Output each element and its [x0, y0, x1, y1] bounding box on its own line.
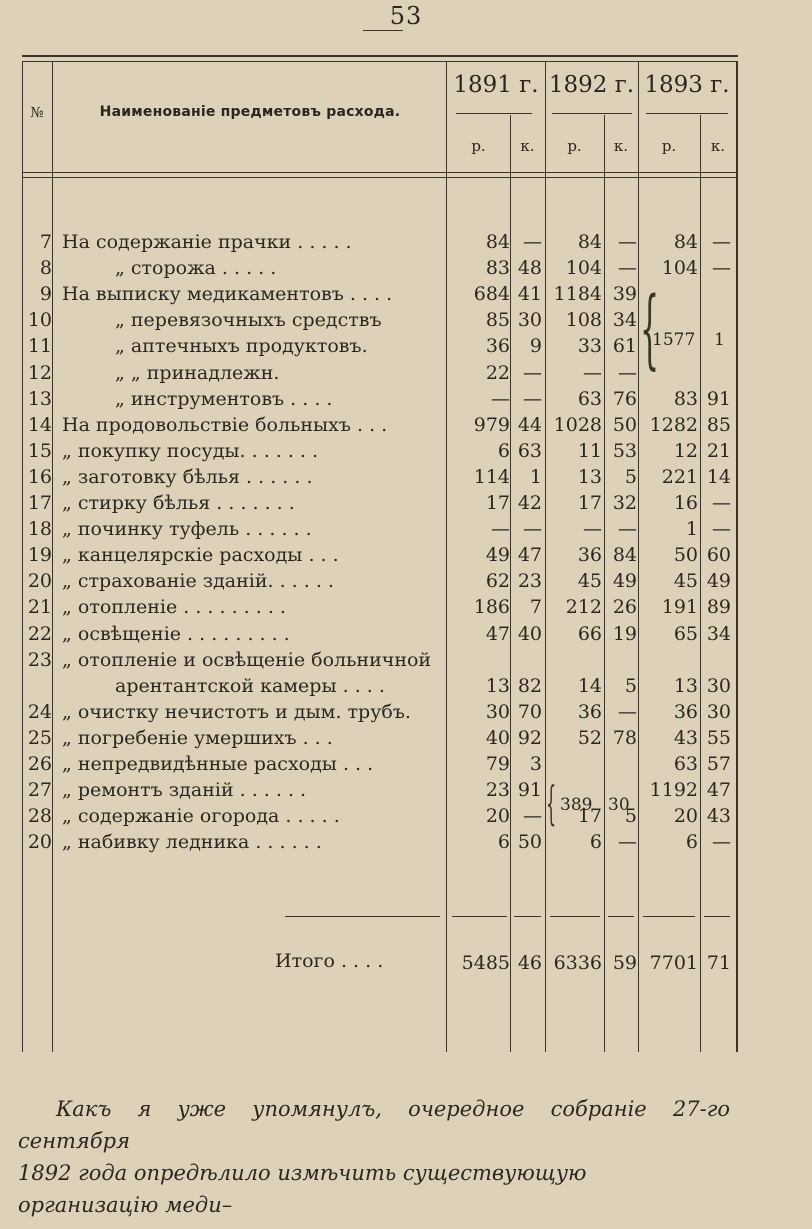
row-amount-r1893: 191	[661, 596, 698, 618]
header-kop: к.	[520, 137, 535, 155]
row-amount-k1891: 91	[517, 779, 542, 801]
header-rub: р.	[567, 137, 582, 155]
table-row	[0, 281, 812, 307]
merged-1892-kop: 30	[608, 795, 630, 815]
row-amount-k1893: 43	[706, 805, 731, 827]
row-amount-r1892: 13	[577, 466, 602, 488]
row-amount-r1893: 1	[685, 518, 698, 540]
total-rule	[514, 916, 541, 917]
row-number: 23	[27, 649, 52, 671]
row-amount-r1891: 30	[485, 701, 510, 723]
total-1893-rub: 7701	[649, 952, 698, 974]
row-item-name: „ набивку ледника . . . . . .	[62, 831, 322, 853]
merged-1892-rub: 389	[560, 795, 593, 815]
table-row	[0, 673, 812, 699]
table-row	[0, 360, 812, 386]
row-amount-k1893: 47	[706, 779, 731, 801]
row-amount-k1893: 60	[706, 544, 731, 566]
row-amount-r1891: 23	[485, 779, 510, 801]
row-amount-k1893: —	[712, 257, 731, 279]
row-item-name: „ отопленіе и освѣщеніе больничной	[62, 649, 432, 671]
row-amount-k1891: —	[523, 231, 542, 253]
table-row	[0, 803, 812, 829]
row-number: 19	[27, 544, 52, 566]
row-amount-r1891: 979	[473, 414, 510, 436]
row-amount-r1892: 1028	[553, 414, 602, 436]
row-amount-k1892: 84	[612, 544, 637, 566]
row-amount-k1891: 48	[517, 257, 542, 279]
row-amount-k1891: 30	[517, 309, 542, 331]
row-number: 20	[27, 831, 52, 853]
row-amount-r1891: 49	[485, 544, 510, 566]
table-top-rule-thin	[22, 61, 738, 62]
total-rule	[452, 916, 507, 917]
row-amount-k1893: 85	[706, 414, 731, 436]
total-rule	[550, 916, 600, 917]
row-item-name: „ страхованіе зданій. . . . . .	[62, 570, 334, 592]
total-label: Итого . . . .	[275, 950, 384, 972]
row-item-name: „ непредвидѣнные расходы . . .	[62, 753, 374, 775]
row-amount-k1891: 41	[517, 283, 542, 305]
row-amount-r1892: 36	[577, 701, 602, 723]
total-1891-kop: 46	[517, 952, 542, 974]
total-rule	[608, 916, 634, 917]
row-number: 14	[27, 414, 52, 436]
row-amount-r1891: —	[491, 388, 510, 410]
row-amount-r1891: 84	[485, 231, 510, 253]
row-amount-k1891: 42	[517, 492, 542, 514]
row-amount-k1893: 49	[706, 570, 731, 592]
table-row	[0, 699, 812, 725]
header-bottom-rule	[22, 172, 738, 173]
table-row	[0, 777, 812, 803]
row-number: 13	[27, 388, 52, 410]
row-amount-k1892: 50	[612, 414, 637, 436]
row-item-name: „ погребеніе умершихъ . . .	[62, 727, 333, 749]
page-number-underline	[363, 30, 403, 31]
row-amount-r1891: 22	[485, 362, 510, 384]
row-amount-k1892: 39	[612, 283, 637, 305]
row-amount-r1893: 13	[673, 675, 698, 697]
row-amount-k1893: 89	[706, 596, 731, 618]
row-amount-r1893: 83	[673, 388, 698, 410]
row-amount-k1893: 57	[706, 753, 731, 775]
header-kop: к.	[613, 137, 629, 155]
row-amount-r1892: 14	[577, 675, 602, 697]
brace-1892: {	[546, 776, 557, 830]
row-number: 17	[27, 492, 52, 514]
table-row	[0, 542, 812, 568]
total-1893-kop: 71	[706, 952, 731, 974]
header-kop: к.	[710, 137, 726, 155]
row-amount-k1892: 32	[612, 492, 637, 514]
row-amount-r1893: 63	[673, 753, 698, 775]
paragraph-line-1: Какъ я уже упомянулъ, очередное собраніе 27-го сентября	[18, 1097, 730, 1153]
row-item-name: „ канцелярскіе расходы . . .	[62, 544, 339, 566]
row-amount-k1892: 61	[612, 335, 637, 357]
row-amount-k1893: 34	[706, 623, 731, 645]
header-bottom-rule-2	[22, 177, 738, 178]
row-amount-r1891: 17	[485, 492, 510, 514]
table-row	[0, 647, 812, 673]
row-amount-r1892: —	[583, 362, 602, 384]
row-amount-k1892: 19	[612, 623, 637, 645]
table-row	[0, 490, 812, 516]
row-amount-r1891: 40	[485, 727, 510, 749]
row-item-name: „ отопленіе . . . . . . . . .	[62, 596, 286, 618]
row-amount-k1892: 49	[612, 570, 637, 592]
table-row	[0, 568, 812, 594]
row-amount-k1893: 55	[706, 727, 731, 749]
table-row	[0, 438, 812, 464]
row-amount-r1893: 65	[673, 623, 698, 645]
row-number: 16	[27, 466, 52, 488]
row-amount-k1892: —	[618, 518, 637, 540]
row-amount-k1891: 63	[517, 440, 542, 462]
row-amount-r1891: 13	[485, 675, 510, 697]
merged-1893-kop: 1	[714, 330, 725, 350]
row-amount-r1891: —	[491, 518, 510, 540]
row-item-name: „ перевязочныхъ средствъ	[115, 309, 382, 331]
year-rule	[552, 113, 632, 114]
row-item-name: „ заготовку бѣлья . . . . . .	[62, 466, 313, 488]
row-item-name: „ аптечныхъ продуктовъ.	[115, 335, 368, 357]
row-amount-k1891: 47	[517, 544, 542, 566]
row-item-name: „ починку туфель . . . . . .	[62, 518, 312, 540]
row-amount-r1893: 16	[673, 492, 698, 514]
row-amount-k1891: —	[523, 362, 542, 384]
row-amount-k1893: 91	[706, 388, 731, 410]
row-amount-k1892: 5	[624, 466, 637, 488]
row-amount-k1891: —	[523, 388, 542, 410]
row-item-name: „ „ принадлежн.	[115, 362, 280, 384]
row-amount-r1892: 66	[577, 623, 602, 645]
row-amount-k1893: 14	[706, 466, 731, 488]
row-amount-k1893: —	[712, 518, 731, 540]
total-rule	[643, 916, 695, 917]
row-amount-r1893: 84	[673, 231, 698, 253]
row-amount-r1893: 1282	[649, 414, 698, 436]
table-row	[0, 464, 812, 490]
row-amount-r1892: 36	[577, 544, 602, 566]
row-amount-k1892: 34	[612, 309, 637, 331]
row-amount-r1893: 45	[673, 570, 698, 592]
row-item-name: „ сторожа . . . . .	[115, 257, 277, 279]
row-amount-k1893: —	[712, 831, 731, 853]
row-amount-r1891: 79	[485, 753, 510, 775]
row-amount-r1892: 17	[577, 492, 602, 514]
row-number: 28	[27, 805, 52, 827]
row-amount-k1891: 3	[529, 753, 542, 775]
header-number: №	[30, 105, 44, 121]
row-amount-r1893: 20	[673, 805, 698, 827]
row-amount-r1892: —	[583, 518, 602, 540]
row-amount-r1892: 104	[565, 257, 602, 279]
header-year-1891: 1891 г.	[453, 72, 539, 98]
row-amount-k1891: 50	[517, 831, 542, 853]
row-number: 26	[27, 753, 52, 775]
row-item-name: арентантской камеры . . . .	[115, 675, 385, 697]
row-amount-r1892: 212	[565, 596, 602, 618]
row-amount-k1892: —	[618, 231, 637, 253]
row-number: 18	[27, 518, 52, 540]
row-amount-r1893: 221	[661, 466, 698, 488]
row-amount-k1891: 82	[517, 675, 542, 697]
row-amount-k1891: 9	[529, 335, 542, 357]
table-row	[0, 725, 812, 751]
row-number: 21	[27, 596, 52, 618]
total-row	[0, 950, 812, 976]
row-amount-k1892: —	[618, 701, 637, 723]
row-item-name: „ инструментовъ . . . .	[115, 388, 333, 410]
table-row	[0, 255, 812, 281]
row-number: 27	[27, 779, 52, 801]
row-amount-r1891: 36	[485, 335, 510, 357]
row-amount-r1891: 186	[473, 596, 510, 618]
row-amount-r1891: 6	[497, 440, 510, 462]
row-amount-k1892: 78	[612, 727, 637, 749]
row-amount-r1892: 1184	[553, 283, 602, 305]
row-number: 24	[27, 701, 52, 723]
table-row	[0, 386, 812, 412]
brace-1893: {	[640, 279, 660, 379]
row-amount-r1891: 83	[485, 257, 510, 279]
row-amount-k1891: 1	[529, 466, 542, 488]
paragraph-line-2: 1892 года опредѣлило измѣчить существующую организацію меди–	[18, 1161, 587, 1217]
row-amount-r1892: 45	[577, 570, 602, 592]
row-amount-k1892: —	[618, 362, 637, 384]
row-amount-r1893: 50	[673, 544, 698, 566]
header-rub: р.	[661, 137, 677, 155]
row-amount-r1893: 12	[673, 440, 698, 462]
row-amount-k1892: 53	[612, 440, 637, 462]
total-rule	[285, 916, 440, 917]
row-amount-r1891: 85	[485, 309, 510, 331]
row-amount-r1891: 684	[473, 283, 510, 305]
row-amount-r1892: 17	[577, 805, 602, 827]
row-item-name: „ покупку посуды. . . . . . .	[62, 440, 319, 462]
table-row	[0, 594, 812, 620]
row-amount-k1891: 70	[517, 701, 542, 723]
row-amount-r1892: 63	[577, 388, 602, 410]
header-rub: р.	[471, 137, 486, 155]
row-amount-r1891: 62	[485, 570, 510, 592]
row-amount-k1892: 5	[624, 675, 637, 697]
total-1892-kop: 59	[612, 952, 637, 974]
row-amount-k1893: —	[712, 231, 731, 253]
row-number: 12	[27, 362, 52, 384]
row-amount-r1892: 11	[577, 440, 602, 462]
row-number: 10	[27, 309, 52, 331]
row-amount-r1892: 6	[589, 831, 602, 853]
merged-1893-rub: 1577	[652, 330, 696, 350]
row-amount-k1893: —	[712, 492, 731, 514]
row-item-name: „ содержаніе огорода . . . . .	[62, 805, 340, 827]
row-amount-r1893: 43	[673, 727, 698, 749]
table-top-rule	[22, 55, 738, 57]
row-amount-k1891: —	[523, 805, 542, 827]
header-year-1892: 1892 г.	[548, 72, 635, 98]
row-number: 11	[27, 335, 52, 357]
table-row	[0, 751, 812, 777]
row-amount-r1893: 104	[661, 257, 698, 279]
row-number: 25	[27, 727, 52, 749]
row-amount-r1893: 1192	[649, 779, 698, 801]
row-number: 7	[39, 231, 52, 253]
row-amount-k1891: 44	[517, 414, 542, 436]
row-amount-r1891: 20	[485, 805, 510, 827]
row-item-name: „ очистку нечистотъ и дым. трубъ.	[62, 701, 411, 723]
row-amount-k1893: 21	[706, 440, 731, 462]
row-amount-k1891: 92	[517, 727, 542, 749]
row-amount-k1891: 23	[517, 570, 542, 592]
row-amount-k1892: —	[618, 257, 637, 279]
table-row	[0, 621, 812, 647]
row-amount-r1892: 108	[565, 309, 602, 331]
row-amount-r1892: 33	[577, 335, 602, 357]
table-row	[0, 829, 812, 855]
row-amount-r1891: 47	[485, 623, 510, 645]
row-item-name: На содержаніе прачки . . . . .	[62, 231, 352, 253]
row-amount-k1892: 76	[612, 388, 637, 410]
total-rule	[704, 916, 730, 917]
row-item-name: „ стирку бѣлья . . . . . . .	[62, 492, 295, 514]
row-amount-k1892: 5	[624, 805, 637, 827]
total-1891-rub: 5485	[461, 952, 510, 974]
row-number: 8	[39, 257, 52, 279]
row-amount-r1892: 84	[577, 231, 602, 253]
row-amount-k1893: 30	[706, 701, 731, 723]
row-amount-r1891: 6	[497, 831, 510, 853]
row-amount-r1893: 6	[685, 831, 698, 853]
total-1892-rub: 6336	[553, 952, 602, 974]
year-rule	[646, 113, 728, 114]
row-amount-k1892: 26	[612, 596, 637, 618]
page-number: 53	[389, 2, 423, 30]
table-row	[0, 412, 812, 438]
row-item-name: На продовольствіе больныхъ . . .	[62, 414, 388, 436]
row-amount-k1891: 40	[517, 623, 542, 645]
table-row	[0, 229, 812, 255]
row-item-name: „ освѣщеніе . . . . . . . . .	[62, 623, 290, 645]
row-amount-k1891: —	[523, 518, 542, 540]
row-amount-k1893: 30	[706, 675, 731, 697]
row-item-name: На выписку медикаментовъ . . . .	[62, 283, 393, 305]
row-number: 15	[27, 440, 52, 462]
row-number: 22	[27, 623, 52, 645]
row-amount-r1892: 52	[577, 727, 602, 749]
header-item-name: Наименованіе предметовъ расхода.	[99, 104, 401, 120]
row-amount-r1893: 36	[673, 701, 698, 723]
row-number: 9	[39, 283, 52, 305]
row-amount-k1892: —	[618, 831, 637, 853]
row-amount-r1891: 114	[473, 466, 510, 488]
row-number: 20	[27, 570, 52, 592]
row-item-name: „ ремонтъ зданій . . . . . .	[62, 779, 307, 801]
row-amount-k1891: 7	[529, 596, 542, 618]
table-row	[0, 516, 812, 542]
header-year-1893: 1893 г.	[644, 72, 730, 98]
body-paragraph	[18, 1093, 730, 1221]
year-rule	[456, 113, 532, 114]
